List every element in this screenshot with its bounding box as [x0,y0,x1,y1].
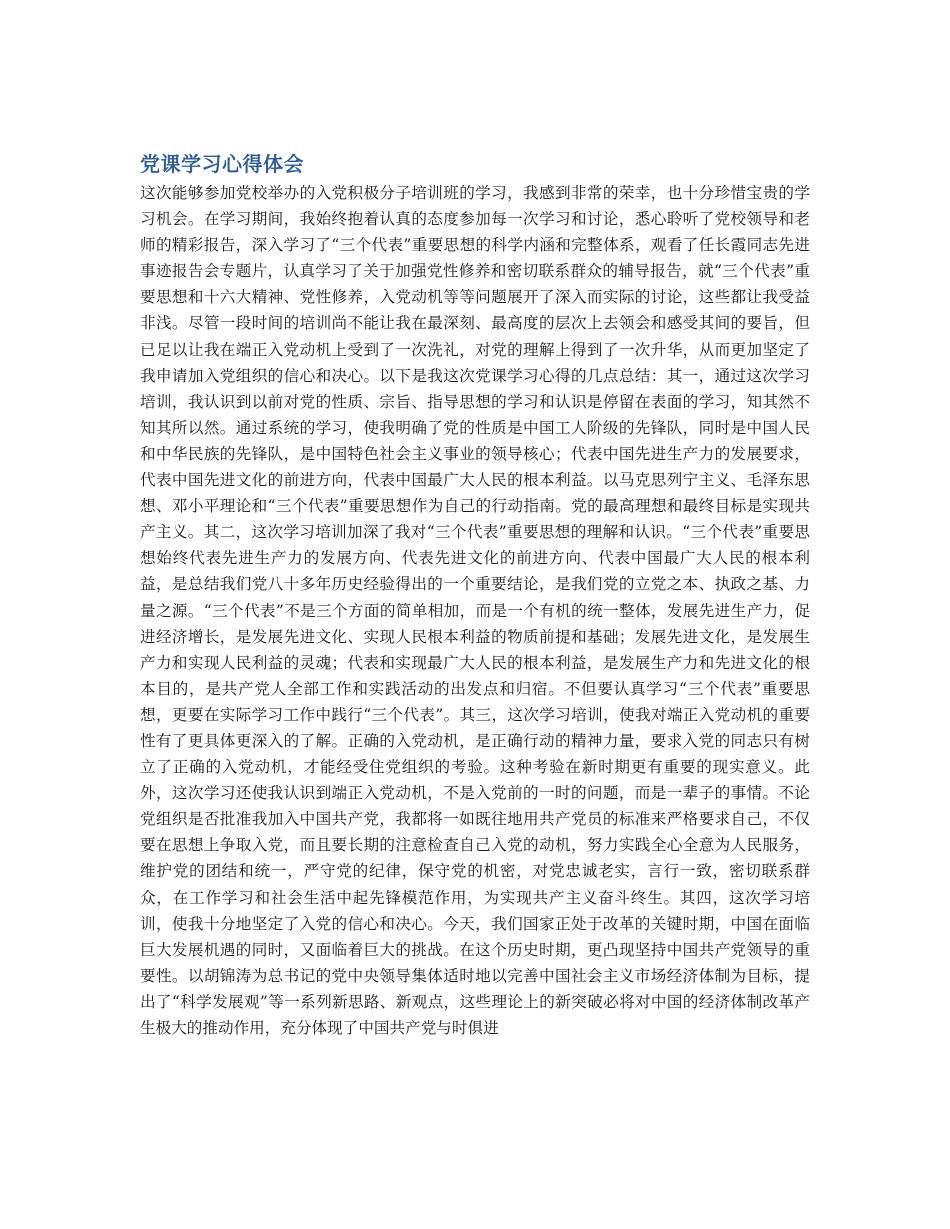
document-body-paragraph: 这次能够参加党校举办的入党积极分子培训班的学习，我感到非常的荣幸，也十分珍惜宝贵的学习机会。在学习期间，我始终抱着认真的态度参加每一次学习和讨论，悉心聆听了党校领导和老师的精彩报告，深入学习了“三个代表”重要思想的科学内涵和完整体系，观看了任长霞同志先进事迹报告会专题片，认真学习了关于加强党性修养和密切联系群众的辅导报告，就“三个代表”重要思想和十六大精神、党性修养，入党动机等等问题展开了深入而实际的讨论，这些都让我受益非浅。尽管一段时间的培训尚不能让我在最深刻、最高度的层次上去领会和感受其间的要旨，但已足以让我在端正入党动机上受到了一次洗礼，对党的理解上得到了一次升华，从而更加坚定了我申请加入党组织的信心和决心。以下是我这次党课学习心得的几点总结：其一，通过这次学习培训，我认识到以前对党的性质、宗旨、指导思想的学习和认识是停留在表面的学习，知其然不知其所以然。通过系统的学习，使我明确了党的性质是中国工人阶级的先锋队，同时是中国人民和中华民族的先锋队，是中国特色社会主义事业的领导核心；代表中国先进生产力的发展要求，代表中国先进文化的前进方向，代表中国最广大人民的根本利益。以马克思列宁主义、毛泽东思想、邓小平理论和“三个代表”重要思想作为自己的行动指南。党的最高理想和最终目标是实现共产主义。其二，这次学习培训加深了我对“三个代表”重要思想的理解和认识。“三个代表”重要思想始终代表先进生产力的发展方向、代表先进文化的前进方向、代表中国最广大人民的根本利益，是总结我们党八十多年历史经验得出的一个重要结论，是我们党的立党之本、执政之基、力量之源。“三个代表”不是三个方面的简单相加，而是一个有机的统一整体，发展先进生产力，促进经济增长，是发展先进文化、实现人民根本利益的物质前提和基础；发展先进文化，是发展生产力和实现人民利益的灵魂；代表和实现最广大人民的根本利益，是发展生产力和先进文化的根本目的，是共产党人全部工作和实践活动的出发点和归宿。不但要认真学习“三个代表”重要思想，更要在实际学习工作中践行“三个代表”。其三，这次学习培训，使我对端正入党动机的重要性有了更具体更深入的了解。正确的入党动机，是正确行动的精神力量，要求入党的同志只有树立了正确的入党动机，才能经受住党组织的考验。这种考验在新时期更有重要的现实意义。此外，这次学习还使我认识到端正入党动机，不是入党前的一时的问题，而是一辈子的事情。不论党组织是否批准我加入中国共产党，我都将一如既往地用共产党员的标准来严格要求自己，不仅要在思想上争取入党，而且要长期的注意检查自己入党的动机，努力实践全心全意为人民服务，维护党的团结和统一，严守党的纪律，保守党的机密，对党忠诚老实，言行一致，密切联系群众，在工作学习和社会生活中起先锋模范作用，为实现共产主义奋斗终生。其四，这次学习培训，使我十分地坚定了入党的信心和决心。今天，我们国家正处于改革的关键时期，中国在面临巨大发展机遇的同时，又面临着巨大的挑战。在这个历史时期，更凸现坚持中国共产党领导的重要性。以胡锦涛为总书记的党中央领导集体适时地以完善中国社会主义市场经济体制为目标，提出了“科学发展观”等一系列新思路、新观点，这些理论上的新突破必将对中国的经济体制改革产生极大的推动作用，充分体现了中国共产党与时俱进 [140,184,810,1037]
document-title: 党课学习心得体会 [140,152,304,176]
